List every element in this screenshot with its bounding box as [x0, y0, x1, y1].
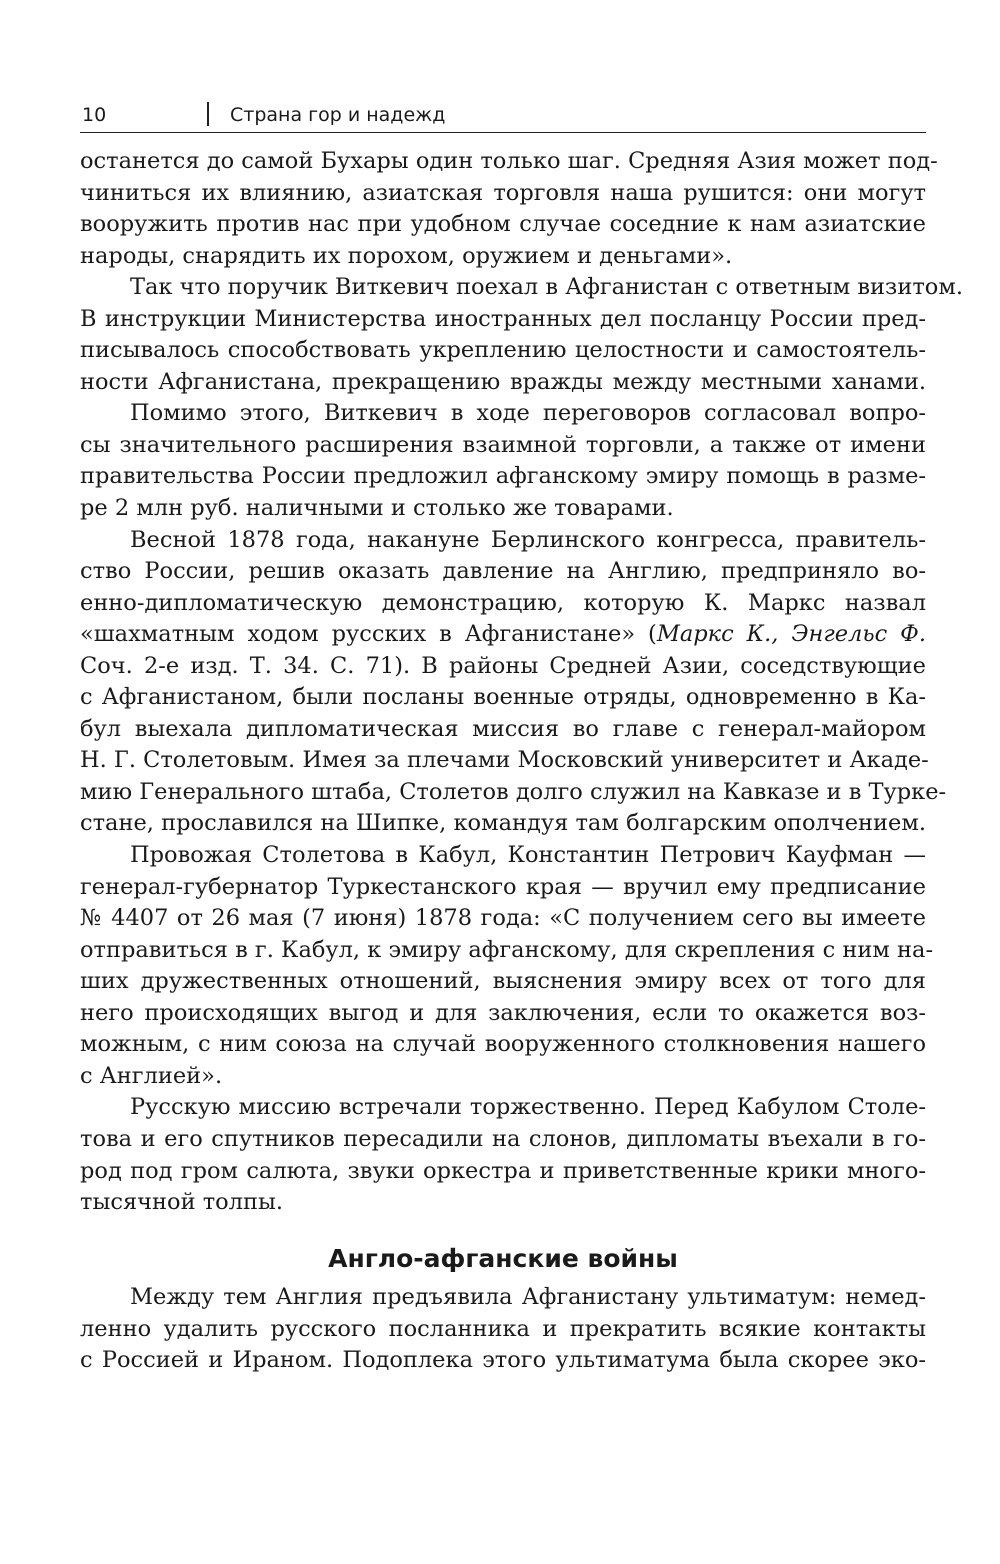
text-line: останется до самой Бухары один только шаг. Средняя Азия может под- [80, 148, 938, 174]
citation-authors: Маркс К., Энгельс Ф. [656, 621, 926, 648]
running-title: Страна гор и надежд [230, 104, 446, 126]
paragraph [80, 146, 938, 272]
text-line: това и его спутников пересадили на слонов, дипломаты въехали в го- [80, 1125, 926, 1152]
text-line: Соч. 2-е изд. Т. 34. С. 71). В районы Средней Азии, соседствующие [80, 652, 926, 679]
paragraph [80, 398, 926, 524]
text-line: Н. Г. Столетовым. Имея за плечами Московский университет и Акаде- [80, 747, 929, 774]
text-line: Так что поручик Виткевич поехал в Афганистан с ответным визитом. [130, 274, 963, 301]
text-line: Провожая Столетова в Кабул, Константин Петрович Кауфман — [130, 842, 926, 869]
text-line: ство России, решив оказать давление на Англию, предприняло во- [80, 558, 926, 585]
body-text [80, 146, 963, 1377]
text-line: правительства России предложил афганскому эмиру помощь в разме- [80, 463, 926, 490]
text-line: Помимо этого, Виткевич в ходе переговоров согласовал вопро- [130, 400, 926, 427]
text-line: № 4407 от 26 мая (7 июня) 1878 года: «С получением сего вы имеете [80, 905, 926, 932]
text-line: ности Афганистана, прекращению вражды между местными ханами. [80, 368, 926, 395]
text-line: можным, с ним союза на случай вооруженного столкновения нашего [80, 1031, 926, 1058]
text-line: мию Генерального штаба, Столетов долго служил на Кавказе и в Турке- [80, 778, 947, 805]
text-line: бул выехала дипломатическая миссия во главе с генерал-майором [80, 715, 926, 742]
text-line: тысячной толпы. [80, 1189, 284, 1216]
spacer [80, 1219, 926, 1243]
text-line: отправиться в г. Кабул, к эмиру афганскому, для скрепления с ним на- [80, 936, 934, 963]
text-line: него происходящих выгод и для заключения, если то окажется воз- [80, 999, 926, 1026]
text-line: чиниться их влиянию, азиатская торговля наша рушится: они могут [80, 179, 926, 206]
text-line: народы, снарядить их порохом, оружием и деньгами». [80, 242, 733, 269]
text-line: сы значительного расширения взаимной торговли, а также от имени [80, 431, 926, 458]
text-line: ших дружественных отношений, выяснения эмиру всех от того для [80, 968, 926, 995]
paragraph [80, 525, 947, 840]
text-line: род под гром салюта, звуки оркестра и приветственные крики много- [80, 1157, 926, 1184]
header-separator [207, 102, 209, 126]
section-heading: Англо-афганские войны [328, 1243, 678, 1273]
text-line: Между тем Англия предъявила Афганистану ультиматум: немед- [130, 1284, 926, 1311]
text-line: с Россией и Ираном. Подоплека этого ультиматума была скорее эко- [80, 1347, 926, 1374]
text-line: вооружить против нас при удобном случае соседние к нам азиатские [80, 211, 926, 238]
paragraph [80, 1282, 926, 1377]
spacer [80, 1274, 926, 1282]
text-line: с Англией». [80, 1062, 223, 1089]
text-line: Весной 1878 года, накануне Берлинского конгресса, правитель- [130, 526, 926, 553]
running-header [80, 100, 926, 133]
paragraph [80, 272, 963, 398]
page-number: 10 [82, 104, 107, 126]
text-line: енно-дипломатическую демонстрацию, которую К. Маркс назвал [80, 589, 926, 616]
text-line: писывалось способствовать укреплению целостности и самостоятель- [80, 337, 926, 364]
text-line-with-reference [80, 619, 926, 651]
paragraph [80, 840, 934, 1092]
paragraph [80, 1092, 926, 1218]
text-line: Русскую миссию встречали торжественно. Перед Кабулом Столе- [130, 1094, 926, 1121]
text-line: генерал-губернатор Туркестанского края — вручил ему предписание [80, 873, 926, 900]
text-line: стане, прославился на Шипке, командуя там болгарским ополчением. [80, 810, 926, 837]
text-line: В инструкции Министерства иностранных дел посланцу России пред- [80, 305, 926, 332]
text-fragment: «шахматным ходом русских в Афганистане» ( [80, 621, 657, 648]
text-line: с Афганистаном, были посланы военные отряды, одновременно в Ка- [80, 684, 926, 711]
text-line: ре 2 млн руб. наличными и столько же товарами. [80, 495, 674, 522]
text-line: ленно удалить русского посланника и прекратить всякие контакты [80, 1315, 926, 1342]
